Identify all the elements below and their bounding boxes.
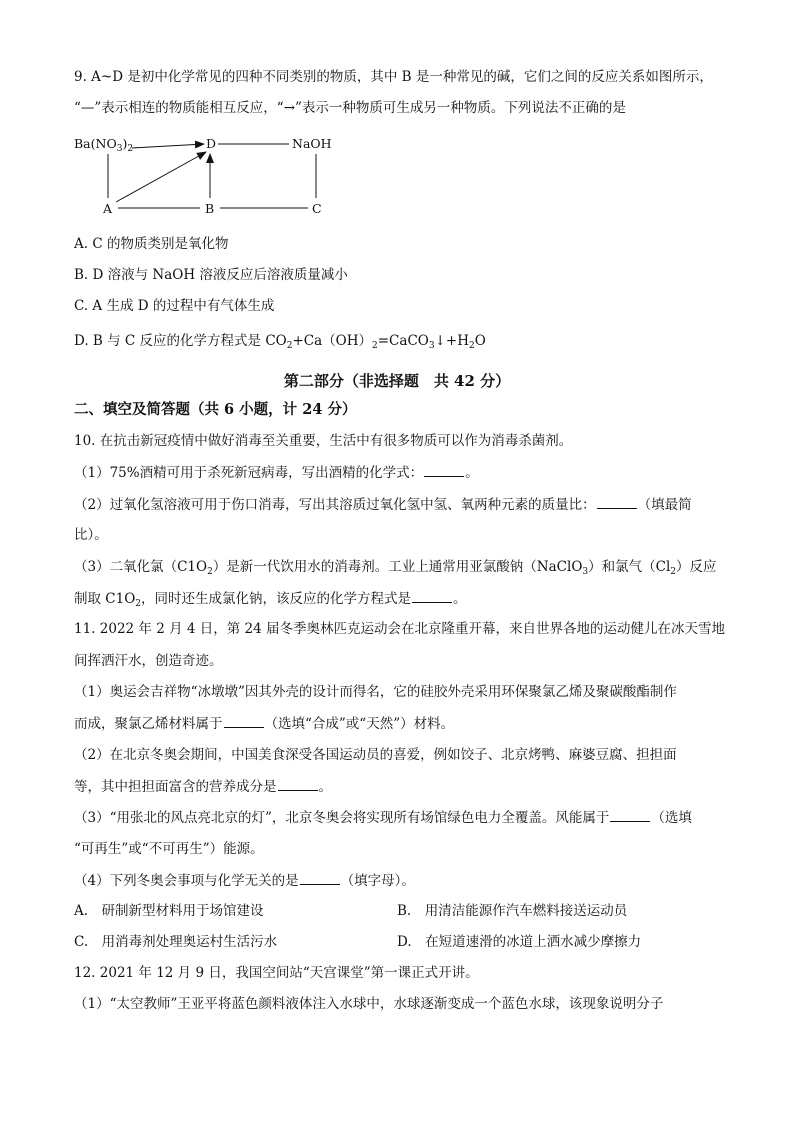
q9-stem-line1: 9. A~D 是初中化学常见的四种不同类别的物质，其中 B 是一种常见的碱，它们之间的反应关系如图所示，	[74, 69, 713, 85]
q11-part4: （4）下列冬奥会事项与化学无关的是 （填字母）。	[74, 873, 415, 889]
q11-option-a: A. 研制新型材料用于场馆建设	[74, 903, 264, 919]
q9-stem-line2: “—”表示相连的物质能相互反应，“→”表示一种物质可生成另一种物质。下列说法不正确的是	[74, 100, 626, 116]
q12-part1: （1）“太空教师”王亚平将蓝色颜料液体注入水球中，水球逐渐变成一个蓝色水球，该现象说明分子	[74, 996, 664, 1012]
q11-part2-line2: 等，其中担担面富含的营养成分是 。	[74, 779, 332, 795]
q11-option-c: C. 用消毒剂处理奥运村生活污水	[74, 934, 278, 950]
arrow-ba-to-d	[132, 144, 204, 148]
q11-part2-line1: （2）在北京冬奥会期间，中国美食深受各国运动员的喜爱，例如饺子、北京烤鸭、麻婆豆腐、担担面	[74, 747, 677, 763]
q10-part2: （2）过氧化氢溶液可用于伤口消毒，写出其溶质过氧化氢中氢、氧两种元素的质量比： （填最简	[74, 497, 692, 513]
q9-option-d: D. B 与 C 反应的化学方程式是 $CO_2+Ca(OH)_2=CaCO_3↓+H_2O$	[74, 333, 486, 351]
answer-blank[interactable]	[412, 589, 452, 603]
answer-blank[interactable]	[610, 808, 650, 822]
section-two-heading: 二、填空及简答题（共 6 小题，计 24 分）	[74, 401, 357, 418]
q10-part3-line1: （3）二氧化氯$(C1O_2)$是新一代饮用水的消毒剂。工业上通常用亚氯酸钠（NaClO$_3$）和氯气$(Cl_2)$反应	[74, 559, 717, 577]
q11-stem-line2: 间挥洒汗水，创造奇迹。	[74, 653, 223, 669]
q11-part3-line1: （3）“用张北的风点亮北京的灯”，北京冬奥会将实现所有场馆绿色电力全覆盖。风能属于 （选填	[74, 810, 692, 826]
q9-option-a: A. C 的物质类别是氧化物	[74, 236, 229, 252]
q11-stem-line1: 11. 2022 年 2 月 4 日，第 24 届冬季奥林匹克运动会在北京隆重开幕，来自世界各地的运动健儿在冰天雪地	[74, 621, 726, 637]
answer-blank[interactable]	[424, 463, 464, 477]
diagram-label-b: B	[205, 201, 215, 216]
q10-stem: 10. 在抗击新冠疫情中做好消毒至关重要，生活中有很多物质可以作为消毒杀菌剂。	[74, 433, 573, 449]
q11-part3-line2: “可再生”或“不可再生”）能源。	[74, 841, 264, 857]
answer-blank[interactable]	[597, 495, 637, 509]
diagram-label-d: D	[206, 136, 217, 151]
q9-option-b: B. D 溶液与 NaOH 溶液反应后溶液质量减小	[74, 267, 348, 283]
diagram-label-c: C	[312, 201, 322, 216]
answer-blank[interactable]	[278, 777, 318, 791]
diagram-label-naoh: NaOH	[292, 136, 332, 151]
answer-blank[interactable]	[300, 871, 340, 885]
arrow-a-to-d	[116, 152, 206, 202]
q11-option-b: B. 用清洁能源作汽车燃料接送运动员	[397, 903, 628, 919]
q10-part2-cont: 比）。	[74, 527, 108, 543]
answer-blank[interactable]	[224, 714, 264, 728]
part-two-title: 第二部分（非选择题 共 42 分）	[283, 372, 511, 390]
q12-stem: 12. 2021 年 12 月 9 日，我国空间站“天宫课堂”第一课正式开讲。	[74, 965, 479, 981]
q11-part1-line1: （1）奥运会吉祥物“冰墩墩”因其外壳的设计而得名，它的硅胶外壳采用环保聚氯乙烯及聚碳酸酯制作	[74, 684, 677, 700]
q10-part3-line2: 制取 $C1O_2$，同时还生成氯化钠，该反应的化学方程式是 。	[74, 591, 467, 609]
q11-part1-line2: 而成，聚氯乙烯材料属于 （选填“合成”或“天然”）材料。	[74, 716, 455, 732]
reaction-diagram	[70, 132, 350, 222]
q10-part1: （1）75%酒精可用于杀死新冠病毒，写出酒精的化学式： 。	[74, 465, 479, 481]
diagram-label-a: A	[103, 201, 113, 216]
diagram-label-ba-no3-2: $Ba(NO_3)_2$	[74, 136, 134, 154]
q11-option-d: D. 在短道速滑的冰道上洒水减少摩擦力	[397, 934, 642, 950]
q9-option-c: C. A 生成 D 的过程中有气体生成	[74, 298, 275, 314]
